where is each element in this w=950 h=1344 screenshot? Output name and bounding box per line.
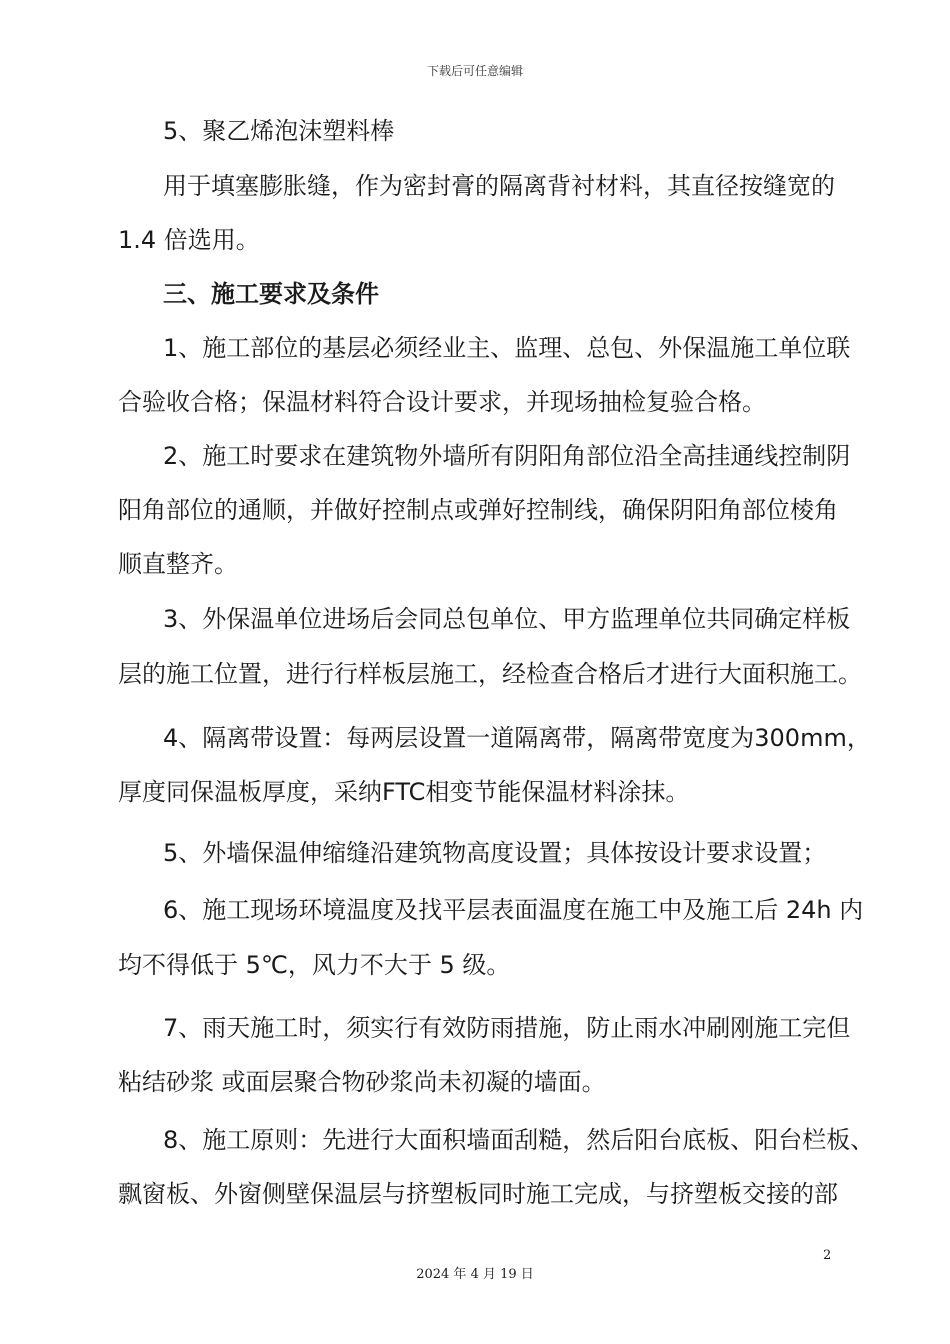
paragraph-line: 5、外墙保温伸缩缝沿建筑物高度设置；具体按设计要求设置；	[163, 839, 827, 867]
paragraph-line: 1、施工部位的基层必须经业主、监理、总包、外保温施工单位联	[163, 334, 851, 362]
paragraph-line: 厚度同保温板厚度，采纳FTC相变节能保温材料涂抹。	[118, 778, 690, 806]
footer-date: 2024 年 4 月 19 日	[416, 1267, 534, 1282]
paragraph-line: 8、施工原则：先进行大面积墙面刮糙，然后阳台底板、阳台栏板、	[163, 1126, 875, 1154]
header-note: 下载后可任意编辑	[426, 64, 523, 78]
paragraph-line: 层的施工位置，进行行样板层施工，经检查合格后才进行大面积施工。	[118, 660, 862, 688]
section-heading: 三、施工要求及条件	[163, 280, 379, 308]
paragraph-line: 1.4 倍选用。	[118, 226, 260, 254]
paragraph-line: 合验收合格；保温材料符合设计要求，并现场抽检复验合格。	[118, 388, 766, 416]
paragraph-line: 3、外保温单位进场后会同总包单位、甲方监理单位共同确定样板	[163, 605, 851, 633]
paragraph-line: 粘结砂浆 或面层聚合物砂浆尚未初凝的墙面。	[118, 1068, 606, 1096]
page-number: 2	[823, 1248, 832, 1263]
paragraph-line: 7、雨天施工时，须实行有效防雨措施，防止雨水冲刷刚施工完但	[163, 1014, 851, 1042]
paragraph-line: 飘窗板、外窗侧壁保温层与挤塑板同时施工完成，与挤塑板交接的部	[118, 1180, 838, 1208]
paragraph-line: 6、施工现场环境温度及找平层表面温度在施工中及施工后 24h 内	[163, 896, 864, 924]
paragraph-line: 2、施工时要求在建筑物外墙所有阴阳角部位沿全高挂通线控制阴	[163, 442, 851, 470]
paragraph-line: 均不得低于 5℃，风力不大于 5 级。	[118, 951, 511, 979]
paragraph-line: 顺直整齐。	[118, 550, 238, 578]
item-5-title: 5、聚乙烯泡沫塑料棒	[163, 117, 395, 145]
paragraph-line: 阳角部位的通顺，并做好控制点或弹好控制线，确保阴阳角部位棱角	[118, 496, 838, 524]
paragraph-line: 4、隔离带设置：每两层设置一道隔离带，隔离带宽度为300mm，	[163, 724, 871, 752]
paragraph-line: 用于填塞膨胀缝，作为密封膏的隔离背衬材料，其直径按缝宽的	[163, 172, 835, 200]
